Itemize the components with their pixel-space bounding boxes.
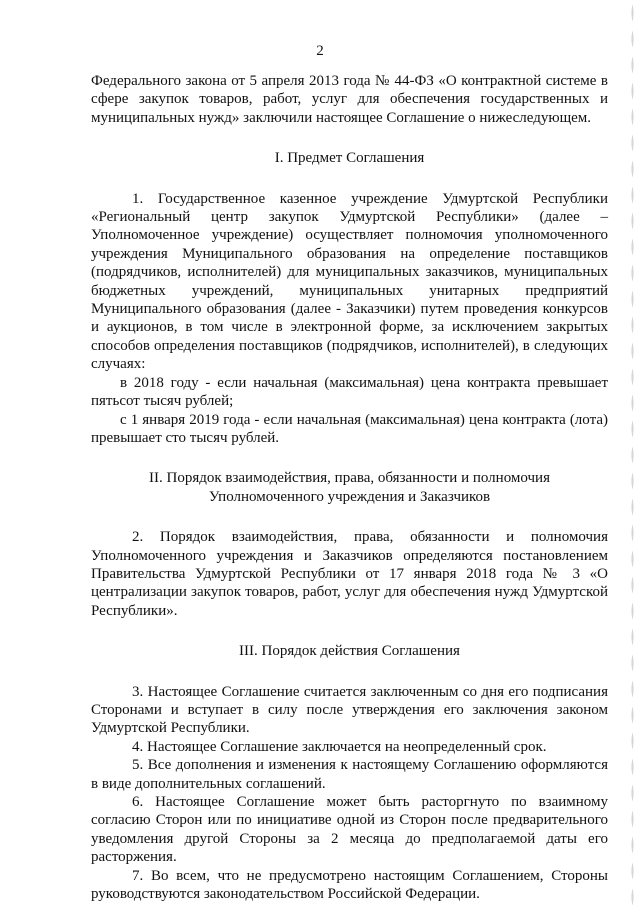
page-number: 2	[316, 43, 324, 59]
clause-7: 7. Во всем, что не предусмотрено настоящим Соглашением, Стороны руководствуются законодательством Российской Федерации.	[91, 867, 608, 903]
intro-paragraph: Федерального закона от 5 апреля 2013 года № 44-ФЗ «О контрактной системе в сфере закупок товаров, работ, услуг для обеспечения государственных и муниципальных нужд» заключили настоящее Соглашение о нижеследующем.	[91, 73, 608, 126]
section-2-heading-line2: Уполномоченного учреждения и Заказчиков	[208, 488, 491, 505]
section-1-heading: I. Предмет Соглашения	[274, 150, 425, 167]
clause-3: 3. Настоящее Соглашение считается заключенным со дня его подписания Сторонами и вступает в силу после утверждения его заключения законом Удмуртской Республики.	[91, 683, 608, 737]
clause-5: 5. Все дополнения и изменения к настоящему Соглашению оформляются в виде дополнительных соглашений.	[91, 757, 608, 792]
clause-4: 4. Настоящее Соглашение заключается на неопределенный срок.	[132, 738, 547, 755]
section-3-heading: III. Порядок действия Соглашения	[239, 643, 460, 660]
scan-artifact	[631, 0, 634, 905]
clause-1: 1. Государственное казенное учреждение Удмуртской Республики «Региональный центр закупок Удмуртской Республики» (далее – Уполномоченное учреждение) осуществляет полномочия уполномоченного учреждения Муниципального образования на определение поставщиков (подрядчиков, исполнителей) для муниципальных заказчиков, муниципальных бюджетных учреждений, муниципальных унитарных предприятий Муниципального образования (далее - Заказчики) путем проведения конкурсов и аукционов, в том числе в электронной форме, за исключением закрытых способов определения поставщиков (подрядчиков, исполнителей), в следующих случаях:	[91, 190, 608, 373]
clause-6: 6. Настоящее Соглашение может быть расторгнуто по взаимному согласию Сторон или по инициативе одной из Сторон после предварительного уведомления другой Стороны за 2 месяца до предполагаемой даты его расторжения.	[91, 794, 608, 866]
clause-2: 2. Порядок взаимодействия, права, обязанности и полномочия Уполномоченного учреждения и Заказчиков определяются постановлением Правительства Удмуртской Республики от 17 января 2018 года № 3 «О централизации закупок товаров, работ, услуг для обеспечения нужд Удмуртской Республики».	[91, 529, 608, 619]
section-2-heading-line1: II. Порядок взаимодействия, права, обязанности и полномочия	[149, 470, 550, 487]
clause-1-case-2018: в 2018 году - если начальная (максимальная) цена контракта превышает пятьсот тысяч рублей;	[91, 374, 608, 410]
clause-1-case-2019: с 1 января 2019 года - если начальная (максимальная) цена контракта (лота) превышает сто тысяч рублей.	[91, 411, 608, 446]
document-body	[91, 72, 608, 903]
